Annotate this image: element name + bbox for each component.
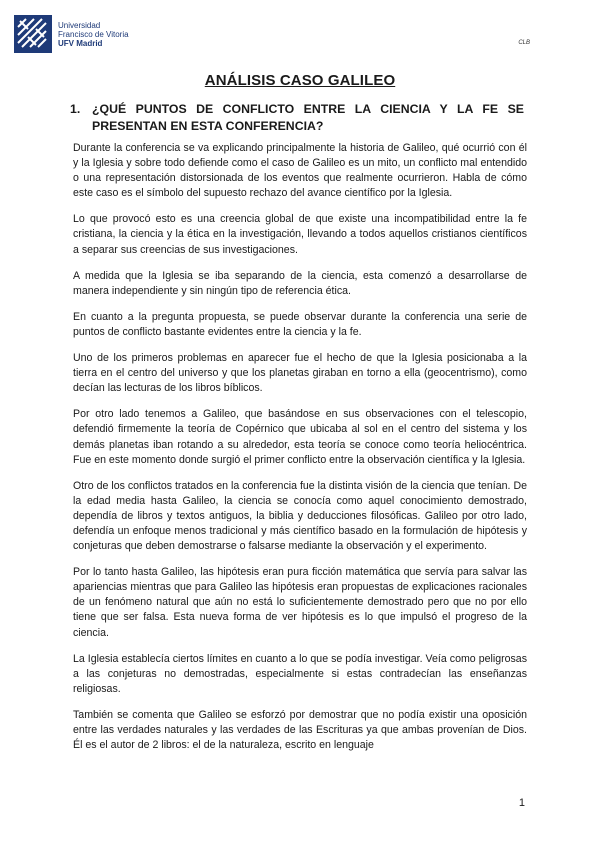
university-header [14,14,129,54]
question-heading [70,101,524,135]
question-number: 1. [70,102,81,116]
page-number: 1 [518,797,525,809]
document-body [73,141,527,764]
paragraph: Uno de los primeros problemas en aparecer fue el hecho de que la Iglesia posicionaba a la tierra en el centro del universo y que los planetas giraban en torno a ella (geocentrismo), como decían las lecturas de los libros bíblicos. [73,352,527,395]
paragraph: Otro de los conflictos tratados en la conferencia fue la distinta visión de la ciencia que tenían. De la edad media hasta Galileo, la ciencia se conocía como aquel conocimiento demostrado, dependía de libros y textos antiguos, la biblia y deducciones filosóficas. Galileo por otro lado, defendía un enfoque menos tradicional y más científico basado en la formulación de hipótesis y conjeturas que deben demostrarse o falsarse mediante la observación y el experimento. [73,479,527,553]
paragraph: Durante la conferencia se va explicando principalmente la historia de Galileo, qué ocurrió con él y la Iglesia y sobre todo defiende como el caso de Galileo es un mito, un conflicto mal entendido o una representación distorsionada de los eventos que realmente ocurrieron. Habla de cómo este caso es el símbolo del supuesto rechazo del avance científico por la Iglesia. [73,142,527,200]
question-text: ¿QUÉ PUNTOS DE CONFLICTO ENTRE LA CIENCIA Y LA FE SE PRESENTAN EN ESTA CONFERENCIA? [92,102,524,133]
paragraph: Por otro lado tenemos a Galileo, que basándose en sus observaciones con el telescopio, defendió firmemente la teoría de Copérnico que ubicaba al sol en el centro del sistema y los demás planetas iban rotando a su alrededor, esta teoría se conoce como teoría heliocéntrica. Fue en este momento donde surgió el primer conflicto entre la observación científica y la Iglesia. [73,408,527,466]
paragraph: También se comenta que Galileo se esforzó por demostrar que no podía existir una oposición entre las verdades naturales y las verdades de las Escrituras ya que ambas provenían de Dios. Él es el autor de 2 libros: el de la naturaleza, escrito en lenguaje [73,708,527,752]
logo-line-2: Francisco de Vitoria [58,29,129,39]
paragraph: En cuanto a la pregunta propuesta, se puede observar durante la conferencia una serie de puntos de conflicto bastante evidentes entre la ciencia y la fe. [73,310,527,338]
paragraph: Por lo tanto hasta Galileo, las hipótesis eran pura ficción matemática que servía para salvar las apariencias mientras que para Galileo las hipótesis eran propuestas de explicaciones racionales de un fenómeno natural que aún no está lo suficientemente demostrado pero que no por ello tiene que ser falsa. Esta nueva forma de ver hipótesis es lo que impulsó el progreso de la ciencia. [73,566,527,639]
paragraph: La Iglesia establecía ciertos límites en cuanto a lo que se podía investigar. Veía como peligrosas a las conjeturas no demostradas, especialmente si estas contradecían las enseñanzas religiosas. [73,652,527,695]
university-name [58,21,129,48]
document-code: CLB [518,40,530,46]
university-logo-icon [14,15,52,53]
paragraph: Lo que provocó esto es una creencia global de que existe una incompatibilidad entre la fe cristiana, la ciencia y la ética en la investigación, llevando a todos aquellos cristianos científicos a separar sus creencias de sus investigaciones. [73,213,527,256]
logo-line-1: Universidad [58,20,101,30]
logo-line-3: UFV Madrid [58,38,103,48]
paragraph: A medida que la Iglesia se iba separando de la ciencia, esta comenzó a desarrollarse de manera independiente y sin ningún tipo de referencia ética. [73,269,527,297]
document-title: ANÁLISIS CASO GALILEO [204,72,396,89]
